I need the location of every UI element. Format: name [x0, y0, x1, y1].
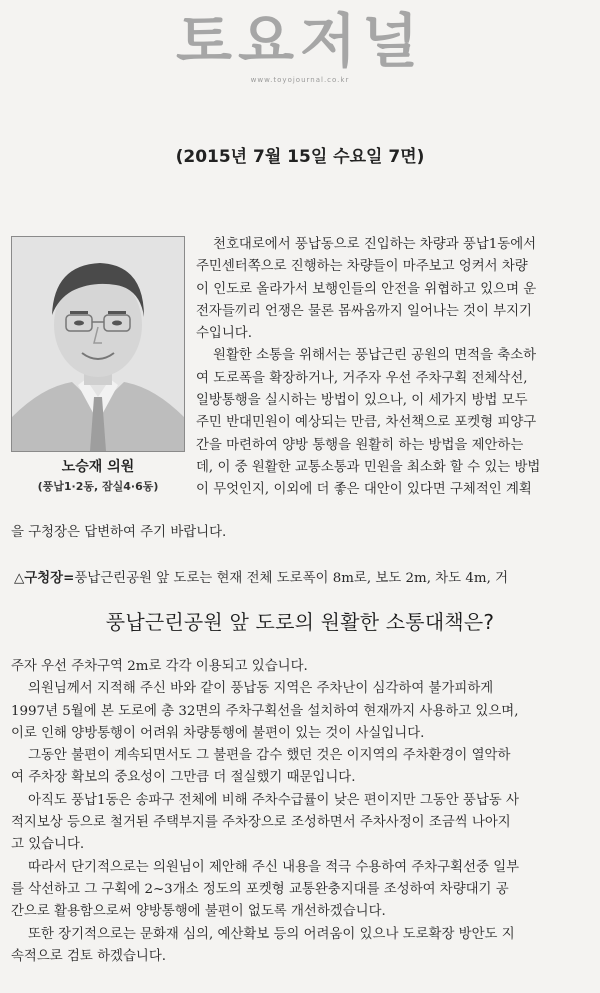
question-line: 이 인도로 올라가서 보행인들의 안전을 위협하고 있으며 운	[196, 281, 537, 297]
question-line: 천호대로에서 풍납동으로 진입하는 차량과 풍납1동에서	[196, 237, 537, 252]
masthead-title: 토요저널	[175, 7, 425, 75]
question-line: 일방통행을 실시하는 방법이 있으나, 이 세가지 방법 모두	[196, 393, 528, 409]
question-text-tail	[11, 522, 596, 544]
answer-line: 를 삭선하고 그 구획에 2~3개소 정도의 포켓형 교통완충지대를 조성하여 차량대기 공	[11, 881, 509, 897]
question-line: 수입니다.	[196, 326, 252, 342]
answer-label: △구청장=	[14, 571, 75, 586]
answer-intro	[14, 567, 599, 586]
question-line: 원활한 소통을 위해서는 풍납근린 공원의 면적을 축소하	[196, 348, 537, 364]
answer-line: 그동안 불편이 계속되면서도 그 불편을 감수 했던 것은 이지역의 주차환경이 열악하	[11, 748, 511, 764]
answer-line: 간으로 활용함으로써 양방통행에 불편이 없도록 개선하겠습니다.	[11, 904, 386, 920]
answer-line: 고 있습니다.	[11, 837, 85, 853]
answer-first-line: 풍납근린공원 앞 도로는 현재 전체 도로폭이 8m로, 보도 2m, 차도 4m, 거	[74, 571, 509, 586]
answer-line: 또한 장기적으로는 문화재 심의, 예산확보 등의 어려움이 있으나 도로확장 방안도 지	[11, 926, 515, 942]
question-text	[196, 234, 592, 502]
question-line: 주민 반대민원이 예상되는 만큼, 차선책으로 포켓형 피양구	[196, 415, 537, 431]
answer-line: 속적으로 검토 하겠습니다.	[11, 948, 167, 964]
question-line: 여 도로폭을 확장하거나, 거주자 우선 주차구획 전체삭선,	[196, 370, 528, 386]
councilor-photo	[11, 236, 185, 452]
answer-line: 의원님께서 지적해 주신 바와 같이 풍납동 지역은 주차난이 심각하여 불가피하게	[11, 681, 494, 697]
answer-line: 아직도 풍납1동은 송파구 전체에 비해 주차수급률이 낮은 편이지만 그동안 풍납동 사	[11, 792, 519, 808]
question-line: 간을 마련하여 양방 통행을 원활히 하는 방법을 제안하는	[196, 437, 524, 453]
question-line: 이 무엇인지, 이외에 더 좋은 대안이 있다면 구체적인 계획	[196, 482, 532, 498]
answer-line: 따라서 단기적으로는 의원님이 제안해 주신 내용을 적극 수용하여 주차구획선중 일부	[11, 859, 520, 875]
question-line: 데, 이 중 원활한 교통소통과 민원을 최소화 할 수 있는 방법	[196, 459, 541, 475]
masthead	[160, 6, 440, 88]
answer-line: 주자 우선 주차구역 2m로 각각 이용되고 있습니다.	[11, 659, 308, 674]
question-line: 주민센터쪽으로 진행하는 차량들이 마주보고 엉켜서 차량	[196, 259, 528, 275]
masthead-url: www.toyojournal.co.kr	[250, 76, 350, 84]
answer-line: 적지보상 등으로 철거된 주택부지를 주차장으로 조성하면서 주차사정이 조금씩 나아지	[11, 815, 511, 831]
question-line: 을 구청장은 답변하여 주기 바랍니다.	[11, 525, 227, 540]
question-line: 전자들끼리 언쟁은 물론 몸싸움까지 일어나는 것이 부지기	[196, 303, 532, 319]
photo-caption-name: 노승재 의원	[61, 459, 135, 475]
article-headline: 풍납근린공원 앞 도로의 원활한 소통대책은?	[105, 610, 495, 634]
photo-caption-district: (풍납1·2동, 잠실4·6동)	[37, 480, 159, 493]
answer-line: 1997년 5월에 본 도로에 총 32면의 주차구획선을 설치하여 현재까지 사용하고 있으며,	[11, 703, 519, 719]
answer-line: 여 주차장 확보의 중요성이 그만큼 더 절실했기 때문입니다.	[11, 770, 356, 786]
answer-text	[11, 656, 596, 968]
dateline: (2015년 7월 15일 수요일 7면)	[175, 147, 425, 167]
answer-line: 이로 인해 양방통행이 어려워 차량통행에 불편이 있는 것이 사실입니다.	[11, 725, 425, 741]
portrait-image	[12, 237, 184, 451]
